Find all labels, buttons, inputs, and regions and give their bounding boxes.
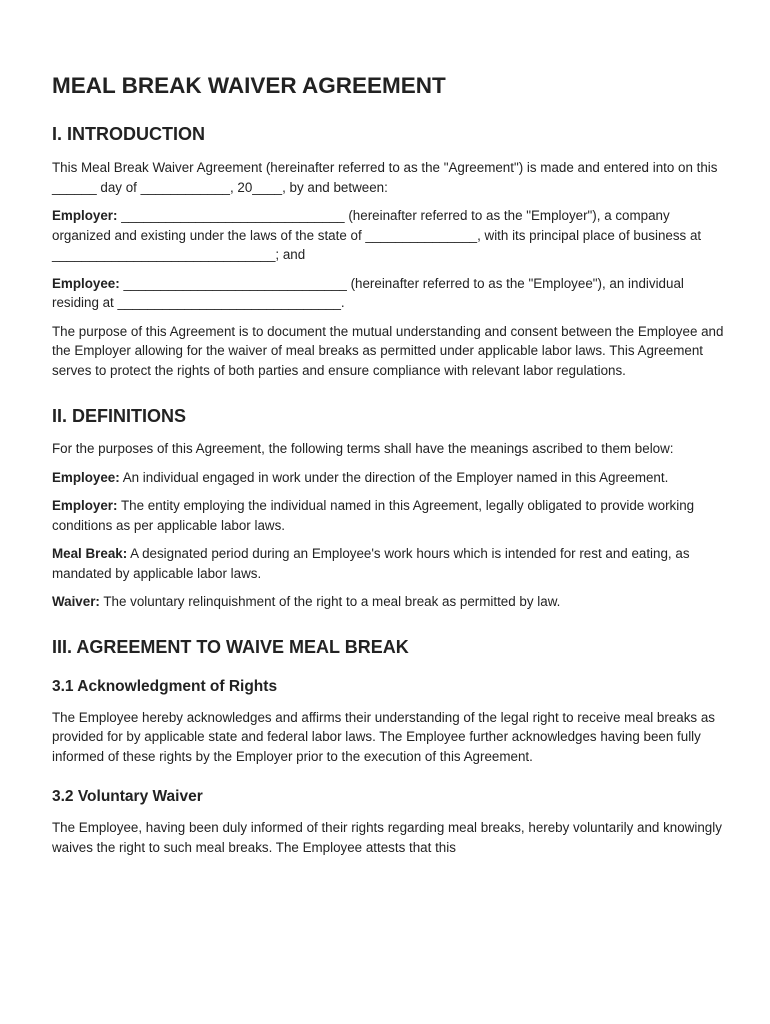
introduction-paragraph: This Meal Break Waiver Agreement (hereinafter referred to as the "Agreement") is made and entered into on this ______ day of ____________, 20____, by and between:	[52, 160, 718, 195]
section-heading-definitions: II. DEFINITIONS	[52, 406, 187, 426]
definition-meal-break	[52, 544, 732, 583]
definitions-intro: For the purposes of this Agreement, the following terms shall have the meanings ascribed to them below:	[52, 441, 674, 456]
definition-text: A designated period during an Employee's work hours which is intended for rest and eating, as mandated by applicable labor laws.	[52, 546, 690, 581]
document-page	[52, 72, 732, 857]
definition-text: The voluntary relinquishment of the right to a meal break as permitted by law.	[99, 594, 561, 609]
subsection-heading-voluntary-waiver: 3.2 Voluntary Waiver	[52, 788, 203, 805]
subsection-heading-acknowledgment: 3.1 Acknowledgment of Rights	[52, 677, 278, 695]
acknowledgment-paragraph: The Employee hereby acknowledges and affirms their understanding of the legal right to receive meal breaks as provided for by applicable state and federal labor laws. The Employee further acknowledges having been fully informed of these rights by the Employer prior to the execution of this Agreement.	[52, 709, 715, 764]
definition-term: Employer:	[52, 498, 118, 513]
purpose-paragraph: The purpose of this Agreement is to document the mutual understanding and consent between the Employee and the Employer allowing for the waiver of meal breaks as permitted under applicable labor laws. This Agreement serves to protect the rights of both parties and ensure compliance with relevant labor regulations.	[52, 323, 724, 378]
definition-employee	[52, 468, 732, 488]
definition-term: Employee:	[52, 469, 120, 485]
employee-text: ______________________________ (hereinafter referred to as the "Employee"), an individual residing at ______________________________.	[52, 275, 684, 310]
employer-label: Employer:	[52, 208, 118, 223]
employer-paragraph	[52, 206, 732, 265]
definition-text: The entity employing the individual named in this Agreement, legally obligated to provide working conditions as per applicable labor laws.	[52, 498, 695, 533]
section-heading-introduction: I. INTRODUCTION	[52, 124, 205, 144]
employee-label: Employee:	[52, 275, 120, 291]
definition-employer	[52, 496, 732, 535]
employer-text: ______________________________ (hereinafter referred to as the "Employer"), a company organized and existing under the laws of the state of _______________, with its principal place of business at ______________________________; and	[52, 208, 702, 262]
section-heading-agreement: III. AGREEMENT TO WAIVE MEAL BREAK	[52, 636, 409, 657]
definition-term: Meal Break:	[52, 546, 128, 561]
voluntary-waiver-paragraph: The Employee, having been duly informed of their rights regarding meal breaks, hereby voluntarily and knowingly waives the right to such meal breaks. The Employee attests that this	[52, 820, 722, 855]
definition-text: An individual engaged in work under the direction of the Employer named in this Agreement.	[119, 469, 669, 485]
document-title: MEAL BREAK WAIVER AGREEMENT	[52, 73, 446, 98]
definition-term: Waiver:	[52, 594, 100, 609]
definition-waiver	[52, 592, 732, 612]
employee-paragraph	[52, 274, 732, 313]
